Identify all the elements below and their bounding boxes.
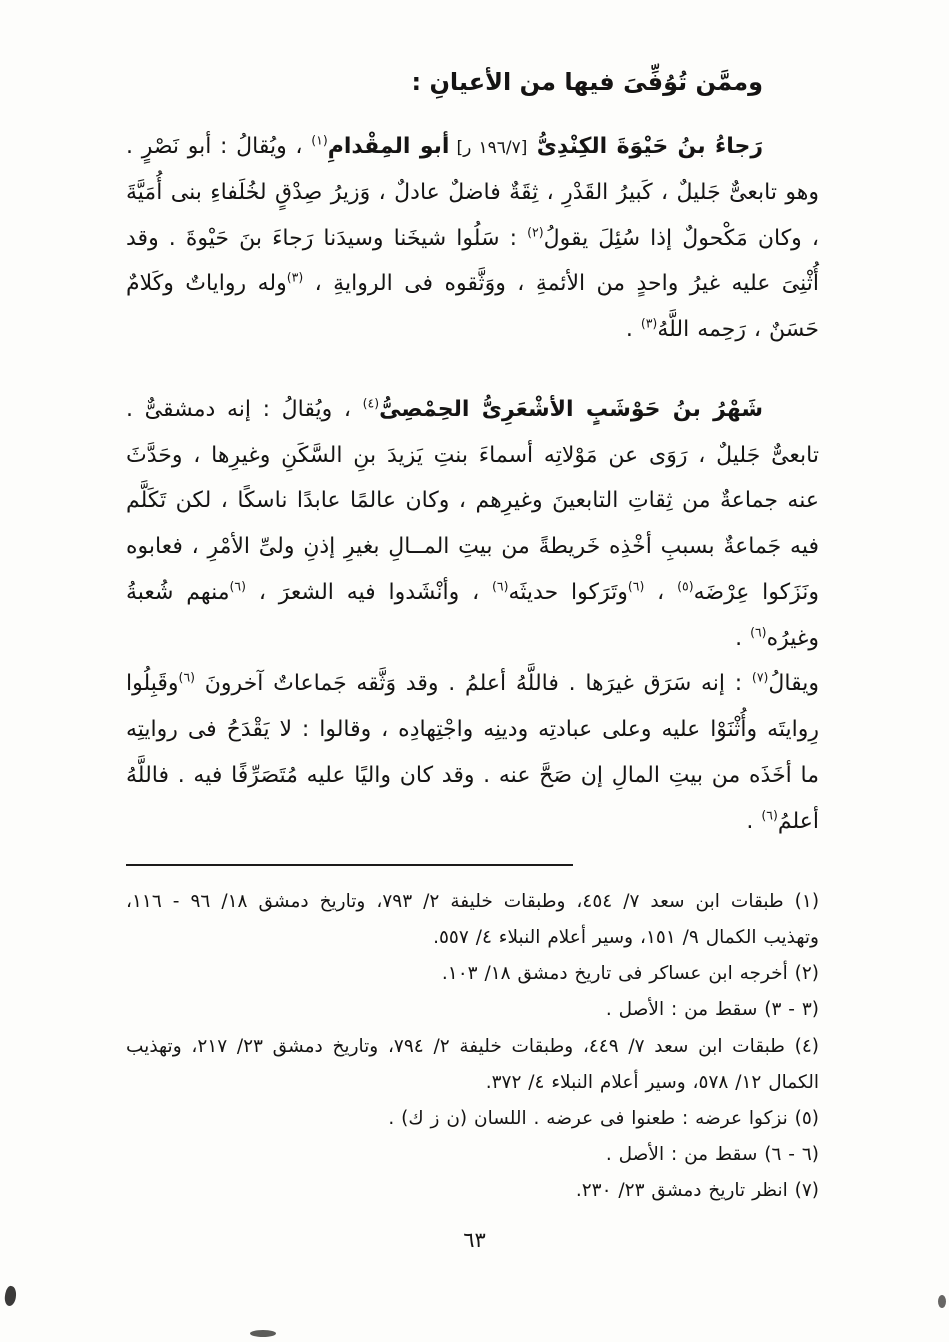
footnote-4: (٤) طبقات ابن سعد ٧/ ٤٤٩، وطبقات خليفة ٢/ ٧٩٤، وتاريخ دمشق ٢٣/ ٢١٧، وتهذيب الكمال ١٢/ ٥٧٨، وسير أعلام النبلاء ٤/ ٣٧٢. (126, 1035, 819, 1093)
footnote-6: (٦ - ٦) سقط من : الأصل . (605, 1143, 819, 1165)
text-segment: ، ويُقالُ : أبو نَصْرٍ . وهو تابعىٌّ جَليلٌ ، كَبيرُ القَدْرِ ، ثِقَةٌ فاضلٌ عادلٌ ، وَزيرُ صِدْقٍ لخُلَفاءِ بنى أُمَيَّةَ ، وكان مَكْحولٌ إذا سُئِلَ يقولُ (126, 134, 819, 251)
footnote-marker: (٣) (286, 269, 304, 285)
text-segment: . (746, 808, 762, 834)
scan-artifact (250, 1330, 276, 1337)
text-segment: . (625, 317, 641, 342)
footnote-marker: (٦) (178, 669, 196, 685)
footnote-marker: (٣) (640, 315, 658, 331)
biography-paragraph-rajaa-ibn-haywa (126, 124, 819, 353)
footnote-marker: (٧) (751, 669, 769, 685)
footnote-divider (126, 864, 573, 866)
page-number: ٦٣ (463, 1228, 486, 1252)
footnote-2: (٢) أخرجه ابن عساكر فى تاريخ دمشق ١٨/ ١٠٣. (441, 963, 819, 985)
text-segment: ، ويُقالُ : إنه دمشقىٌّ . تابعىٌّ جَليلٌ ، رَوَى عن مَوْلاتِه أسماءَ بنتِ يَزيدَ بنِ السَّكَنِ وغيرِها ، وحَدَّثَ عنه جماعةٌ من ثِقاتِ التابعينَ وغيرِهم ، وكان عالمًا عابدًا ناسكًا ، لكن تَكَلَّم فيه جَماعةٌ بسببِ أخْذِه خَريطةً من بيتِ المــالِ بغيرِ إذنِ ولىِّ الأمْرِ ، فعابوه ونَزَكوا عِرْضَه (126, 396, 819, 605)
footnote-7: (٧) انظر تاريخ دمشق ٢٣/ ٢٣٠. (575, 1179, 819, 1201)
text-segment: : سَلُوا شيخَنا وسيدَنا رَجاءَ بنَ حَيْوةَ . وقد أُثْنِىَ عليه غيرُ واحدٍ من الأئمةِ ، ووَثَّقوه فى الروايةِ ، (126, 225, 819, 297)
text-segment: : إنه سَرَق غيرَها . فاللَّهُ أعلمُ . وقد وَثَّقه جَماعاتٌ آخرونَ (195, 671, 752, 697)
footnote-marker: (٦) (761, 807, 778, 823)
footnote-marker: (٦) (492, 578, 509, 594)
text-segment: رَجاءُ بنُ حَيْوَةَ الكِنْدِىُّ (527, 134, 763, 159)
biography-paragraph-continuation (126, 661, 819, 844)
text-segment: وتَرَكوا حديثَه (508, 579, 628, 605)
scan-artifact (3, 1285, 17, 1307)
text-segment: وله رواياتٌ وكَلامٌ حَسَنٌ ، رَحِمه اللَّهُ (126, 271, 819, 342)
text-segment: وقَبِلُوا رِوايتَه وأُثْنَوْا عليه وعلى عبادتِه ودينِه واجْتِهادِه ، وقالوا : لا يَقْدَحُ فى روايتِه ما أخَذَه من بيتِ المالِ إن صَحَّ عنه . وقد كان واليًا عليه مُتَصَرِّفًا فيه . فاللَّهُ أعلمُ (126, 671, 819, 834)
text-segment: ويقالُ (768, 671, 819, 697)
footnote-3: (٣ - ٣) سقط من : الأصل . (605, 999, 819, 1021)
footnote-marker: (٢) (527, 224, 544, 240)
footnote-marker: (٥) (677, 578, 694, 594)
footnote-marker: (١) (311, 132, 328, 148)
scan-artifact (938, 1295, 946, 1308)
footnote-marker: (٦) (627, 578, 645, 594)
paragraph-gap (126, 353, 819, 387)
footnote-1: (١) طبقات ابن سعد ٧/ ٤٥٤، وطبقات خليفة ٢/ ٧٩٣، وتاريخ دمشق ١٨/ ٩٦ - ١١٦، وتهذيب الكمال ٩/ ١٥١، وسير أعلام النبلاء ٤/ ٥٥٧. (126, 891, 820, 949)
footnote-marker: (٦) (229, 578, 246, 594)
footnote-5: (٥) نزكوا عرضه : طعنوا فى عرضه . اللسان (ن ز ك) . (388, 1107, 819, 1129)
footnote-marker: (٤) (362, 395, 380, 411)
text-segment: شَهْرُ بنُ حَوْشَبٍ الأشْعَرِىُّ الحِمْصِىُّ (379, 396, 763, 422)
text-segment: . (735, 625, 751, 651)
text-segment: ، (644, 579, 678, 605)
text-segment: [١٩٦/٧ ر] (449, 138, 528, 158)
footnote-marker: (٦) (750, 624, 767, 640)
biography-paragraph-shahr-ibn-hawshab (126, 387, 819, 662)
footnotes-section (126, 884, 819, 1209)
section-heading: وممَّن تُوُفِّىَ فيها من الأعيانِ : (411, 68, 763, 96)
text-segment: منهم شُعبةُ وغيرُه (126, 579, 819, 651)
text-segment: أبو المِقْدامِ (327, 134, 450, 159)
text-segment: ، وأنْشَدوا فيه الشعرَ ، (246, 579, 492, 605)
